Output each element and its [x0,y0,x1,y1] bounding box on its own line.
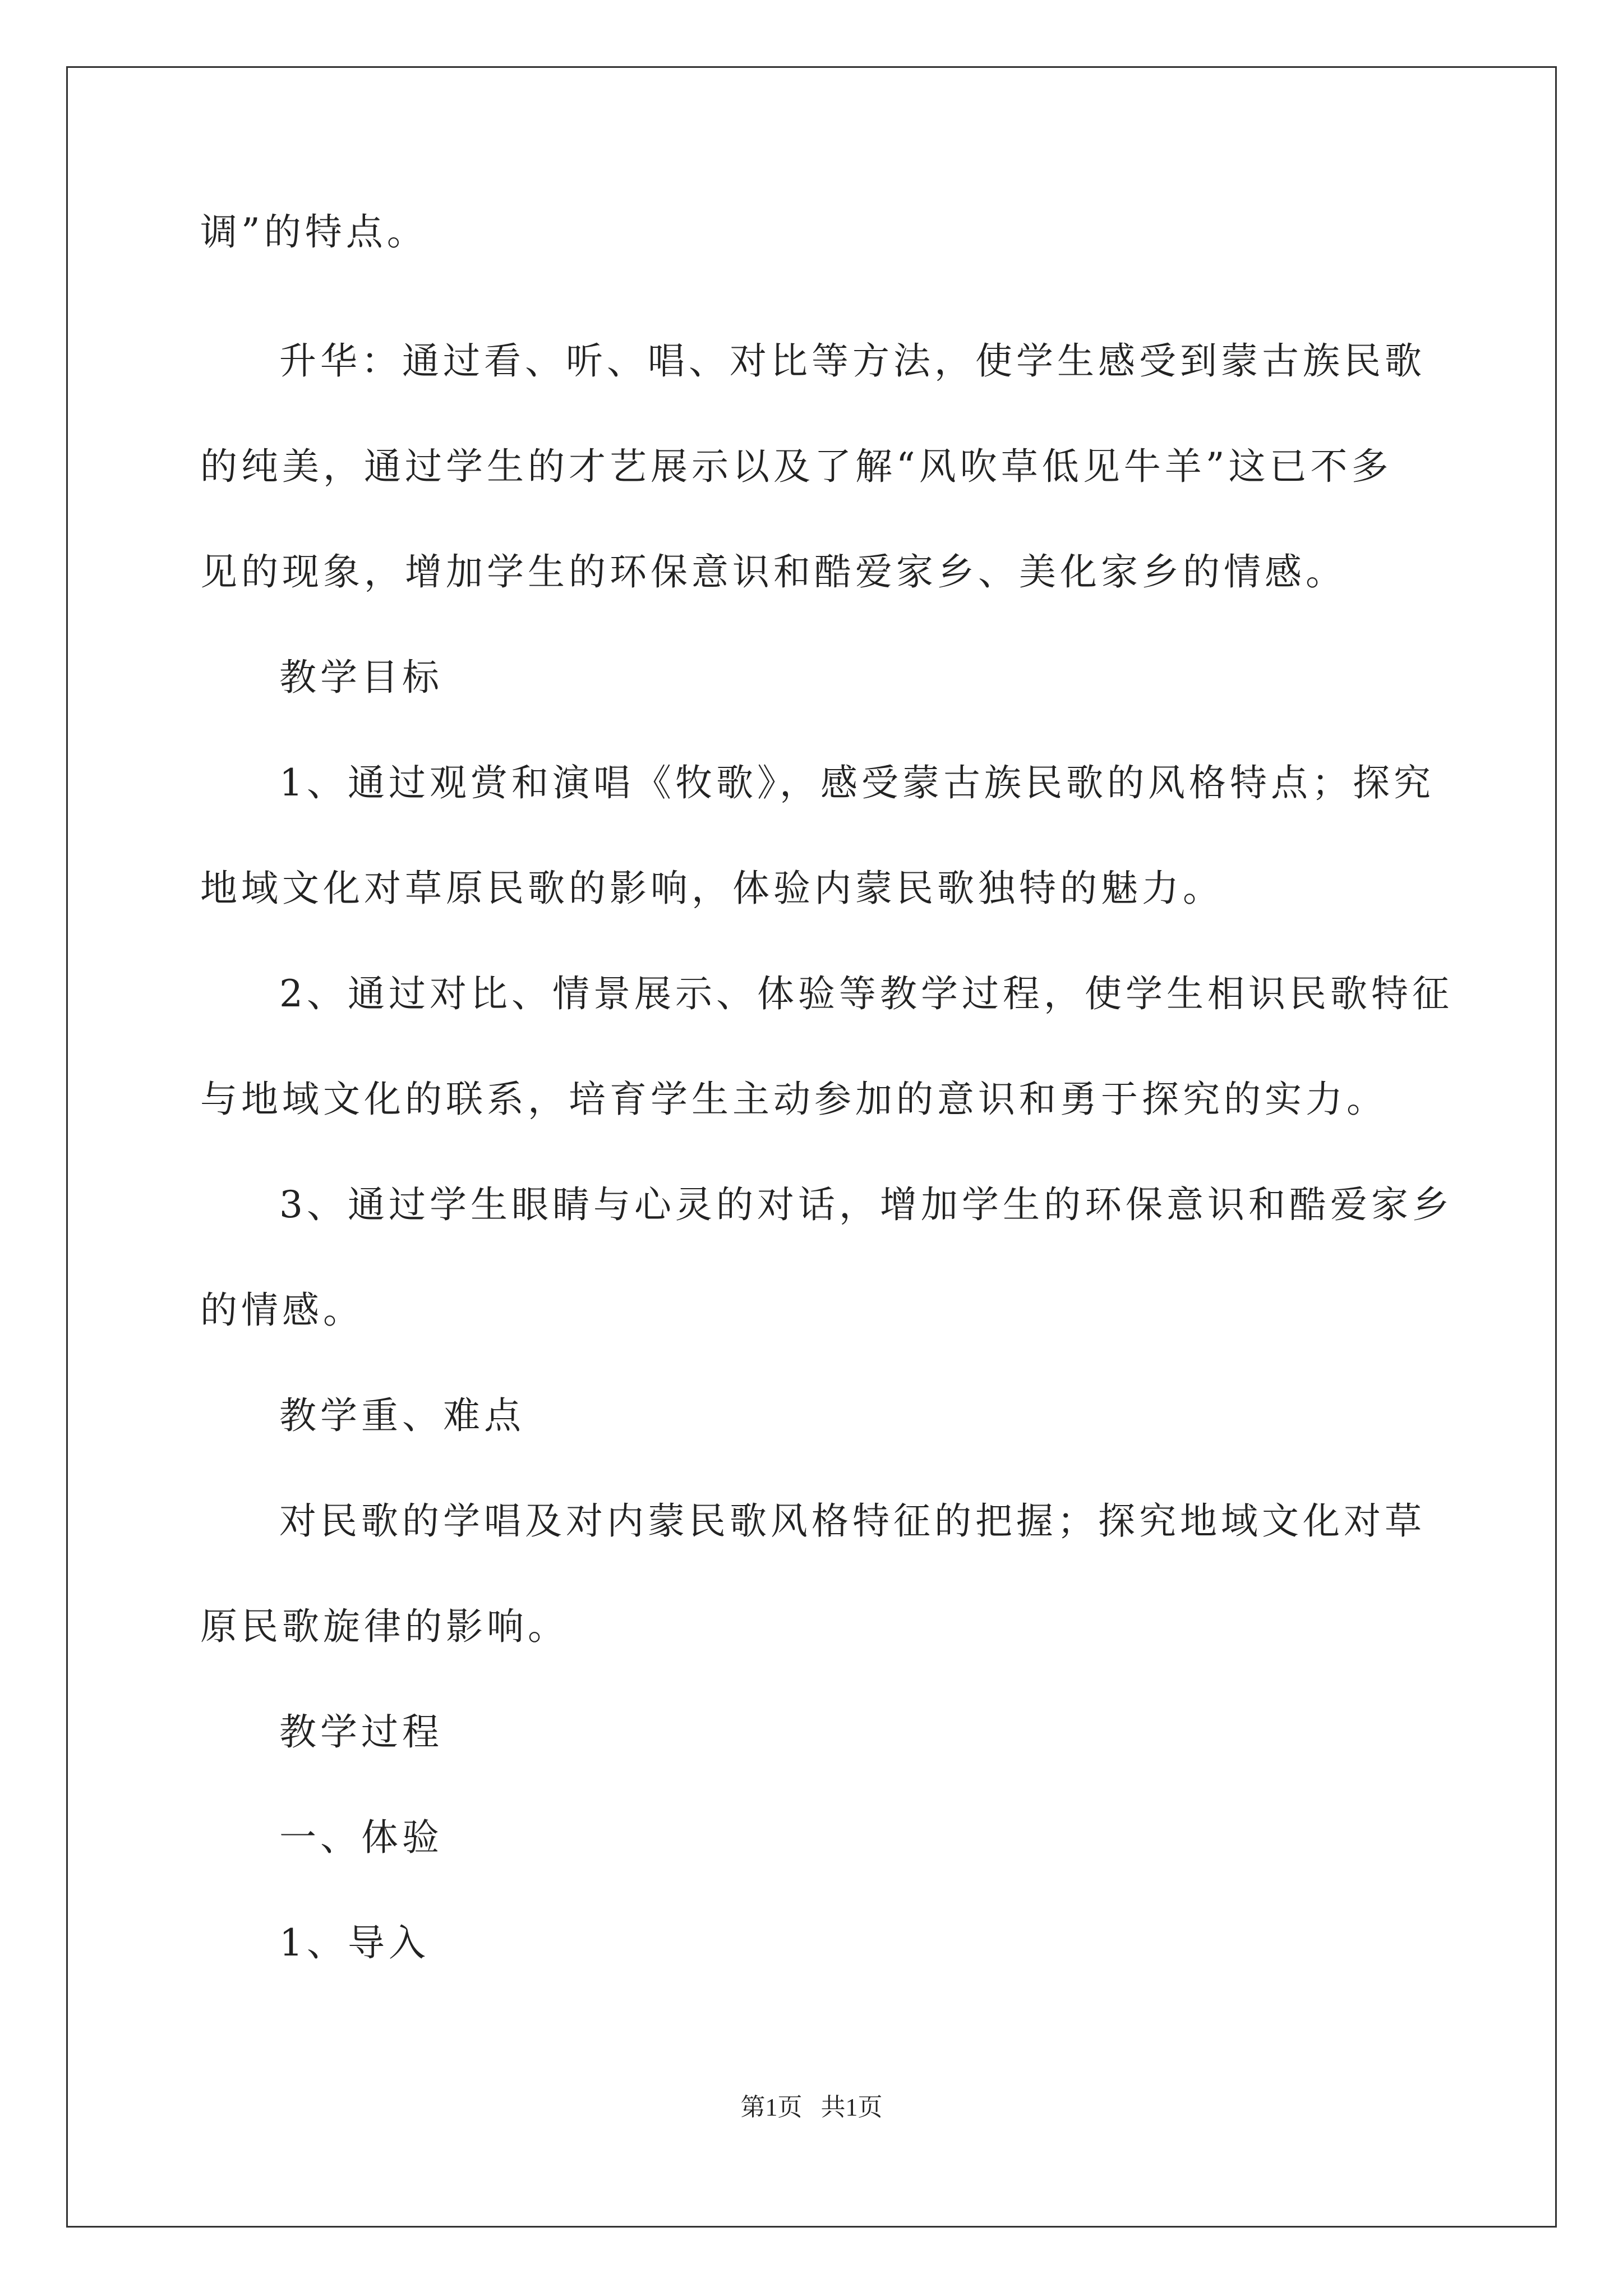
paragraph-line: 对民歌的学唱及对内蒙民歌风格特征的把握；探究地域文化对草 [279,1499,1426,1543]
paragraph-line: 2、通过对比、情景展示、体验等教学过程，使学生相识民歌特征 [279,972,1453,1015]
paragraph-line: 原民歌旋律的影响。 [200,1605,569,1648]
section-heading: 教学目标 [279,656,443,699]
section-heading: 一、体验 [279,1816,443,1859]
section-heading: 教学过程 [279,1710,443,1754]
paragraph-line: 的纯美，通过学生的才艺展示以及了解“风吹草低见牛羊”这已不多 [200,445,1393,488]
paragraph-line: 升华：通过看、听、唱、对比等方法，使学生感受到蒙古族民歌 [279,339,1426,383]
paragraph-line: 1、通过观赏和演唱《牧歌》，感受蒙古族民歌的风格特点；探究 [279,761,1435,804]
paragraph-line: 与地域文化的联系，培育学生主动参加的意识和勇于探究的实力。 [200,1078,1387,1121]
section-heading: 教学重、难点 [279,1394,525,1437]
section-heading: 1、导入 [279,1921,430,1964]
page-footer: 第1页 共1页 [740,2093,883,2121]
paragraph-line: 地域文化对草原民歌的影响，体验内蒙民歌独特的魅力。 [200,867,1224,910]
paragraph-line: 3、通过学生眼睛与心灵的对话，增加学生的环保意识和酷爱家乡 [279,1183,1453,1226]
paragraph-line: 的情感。 [200,1289,364,1332]
paragraph-line: 见的现象，增加学生的环保意识和酷爱家乡、美化家乡的情感。 [200,550,1347,593]
page-border [66,66,1557,2228]
paragraph-line: 调”的特点。 [200,210,428,254]
